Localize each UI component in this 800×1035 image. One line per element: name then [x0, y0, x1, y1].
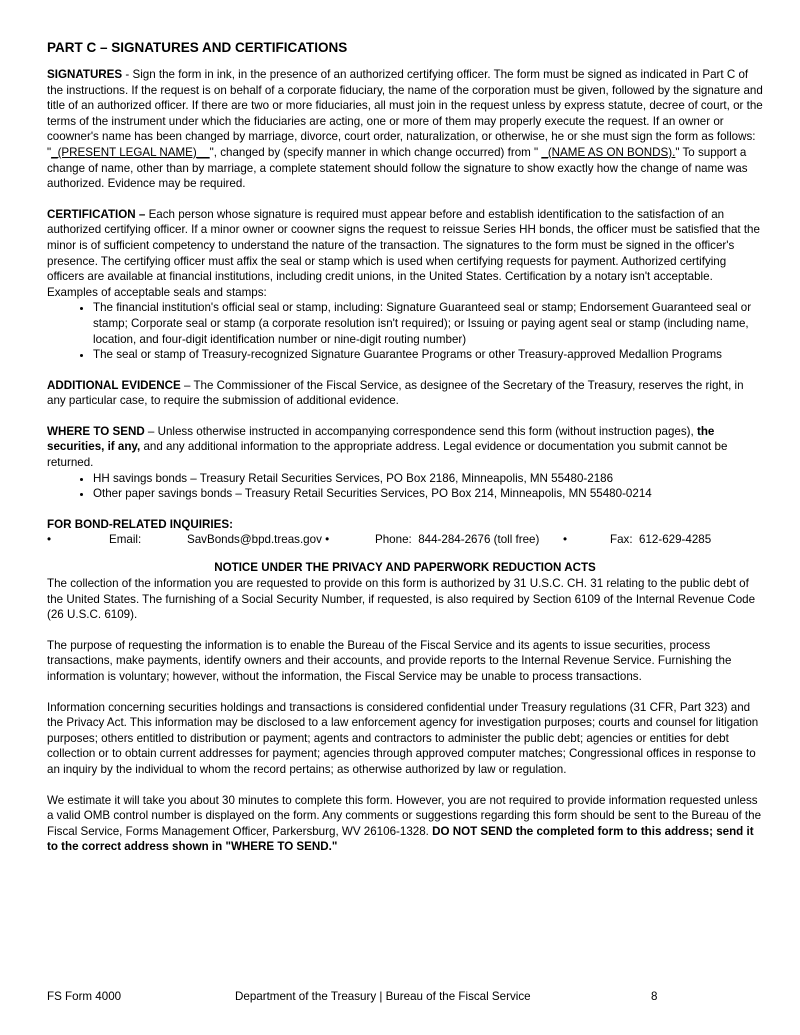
where-text: and any additional information to the appropriate address. Legal evidence or documentation you submit cannot be returned.	[47, 440, 728, 470]
list-item: • HH savings bonds – Treasury Retail Securities Services, PO Box 2186, Minneapolis, MN 55480-2186	[93, 471, 763, 487]
certification-paragraph	[47, 207, 763, 301]
address-list	[47, 471, 763, 502]
email-cell: SavBonds@bpd.treas.gov •	[187, 533, 330, 547]
bullet: •	[47, 533, 52, 547]
certification-heading: CERTIFICATION –	[47, 207, 146, 221]
where-bold-text: the securities, if any,	[47, 424, 715, 454]
bullet: •	[563, 533, 568, 547]
seal-list	[47, 300, 763, 362]
certification-text: Each person whose signature is required must appear before and establish identification to the satisfaction of an authorized certifying officer. If a minor owner or coowner signs the request to reissue Series HH bonds, the officer must be satisfied that the minor is of sufficient competency to understand the nature of the transaction. The signatures to the form must be signed in the officer's presence. The certifying officer must affix the seal or stamp which is used when certifying requests for payment. Authorized certifying officers are available at financial institutions, including credit unions, in the United States. Certification by a notary isn't acceptable. Examples of acceptable seals and stamps:	[47, 207, 760, 299]
notice-text: We estimate it will take you about 30 minutes to complete this form. However, you are not required to provide information requested unless a valid OMB control number is displayed on the form. Any comments or suggestions regarding this form should be sent to the Bureau of the Fiscal Service, Forms Management Officer, Parkersburg, WV 26106-1328.	[47, 793, 762, 838]
form-number: FS Form 4000	[47, 990, 122, 1003]
page-content	[47, 40, 763, 870]
signatures-text: - Sign the form in ink, in the presence of an authorized certifying officer. The form must be signed as indicated in Part C of the instructions. If the request is on behalf of a corporate fiduciary, the name of the corporation must be given, followed by the signature and title of an authorized officer. If there are two or more fiduciaries, all must join in the request unless by express statute, decree of court, or the terms of the instrument under which the fiduciaries are acting, one or more of them may properly execute the request. If an owner or coowner's name has been changed by marriage, divorce, court order, naturalization, or otherwise, he or she must sign the form as follows: "	[47, 68, 763, 159]
notice-heading: NOTICE UNDER THE PRIVACY AND PAPERWORK REDUCTION ACTS	[214, 561, 596, 575]
notice-bold-text: DO NOT SEND the completed form to this address; send it to the correct address shown in "WHERE TO SEND."	[47, 824, 754, 854]
present-name-placeholder: _(PRESENT LEGAL NAME)__	[51, 145, 210, 159]
list-item: • The seal or stamp of Treasury-recognized Signature Guarantee Programs or other Treasury-approved Medallion Programs	[93, 347, 763, 363]
notice-paragraph: The purpose of requesting the information is to enable the Bureau of the Fiscal Service and its agents to issue securities, process transactions, make payments, identify owners and their accounts, and provide reports to the Internal Revenue Service. Furnishing the information is voluntary; however, without the information, the Fiscal Service may be unable to process transactions.	[47, 638, 732, 683]
where-to-send-paragraph	[47, 424, 763, 471]
footer-agency: Department of the Treasury | Bureau of the Fiscal Service	[235, 990, 531, 1003]
signatures-paragraph	[47, 67, 763, 192]
notice-paragraph: Information concerning securities holdings and transactions is considered confidential under Treasury regulations (31 CFR, Part 323) and the Privacy Act. This information may be disclosed to a law enforcement agency for investigation purposes; courts and counsel for litigation purposes; others entitled to distribution or payment; agents and contractors to administer the public debt; agencies or entities for debt collection or to obtain current addresses for payment; agencies through approved computer matches; Congressional offices in response to an inquiry by the individual to whom the record pertains; as otherwise authorized by law or regulation.	[47, 700, 759, 776]
email-link[interactable]: SavBonds@bpd.treas.gov	[187, 533, 322, 547]
signatures-heading: SIGNATURES	[47, 68, 123, 81]
inquiries-row	[47, 532, 763, 548]
page-title: PART C – SIGNATURES AND CERTIFICATIONS	[47, 40, 348, 55]
list-item: • The financial institution's official seal or stamp, including: Signature Guaranteed seal or stamp; Endorsement Guaranteed seal or stamp; Corporate seal or stamp (a corporate resolution isn't required); or Issuing or paying agent seal or stamp (including name, location, and four-digit identification number or nine-digit routing number)	[93, 300, 763, 347]
inquiries-heading: FOR BOND-RELATED INQUIRIES:	[47, 517, 233, 531]
additional-evidence-heading: ADDITIONAL EVIDENCE	[47, 378, 181, 392]
additional-evidence-text: – The Commissioner of the Fiscal Service, as designee of the Secretary of the Treasury, reserves the right, in any particular case, to require the submission of additional evidence.	[47, 378, 744, 408]
fax-number: Fax: 612-629-4285	[610, 533, 712, 547]
phone-number: Phone: 844-284-2676 (toll free)	[375, 533, 540, 547]
email-label: Email:	[109, 533, 142, 547]
signatures-text: " To support a change of name, other than by marriage, a complete statement should follow the signature to show exactly how the change of name was authorized. Evidence may be required.	[47, 145, 748, 191]
where-text: – Unless otherwise instructed in accompanying correspondence send this form (without instruction pages),	[144, 424, 697, 438]
signatures-text: ", changed by (specify manner in which change occurred) from "	[209, 145, 542, 159]
list-item: • Other paper savings bonds – Treasury Retail Securities Services, PO Box 214, Minneapolis, MN 55480-0214	[93, 486, 763, 502]
notice-paragraph: The collection of the information you are requested to provide on this form is authorized by 31 U.S.C. CH. 31 relating to the public debt of the United States. The furnishing of a Social Security Number, if requested, is also required by Section 6109 of the Internal Revenue Code (26 U.S.C. 6109).	[47, 577, 756, 622]
where-to-send-heading: WHERE TO SEND	[47, 424, 145, 438]
bond-name-placeholder: _(NAME AS ON BONDS).	[541, 145, 676, 159]
additional-evidence-paragraph	[47, 378, 763, 409]
page-number: 8	[651, 990, 658, 1003]
notice-paragraph	[47, 793, 763, 855]
